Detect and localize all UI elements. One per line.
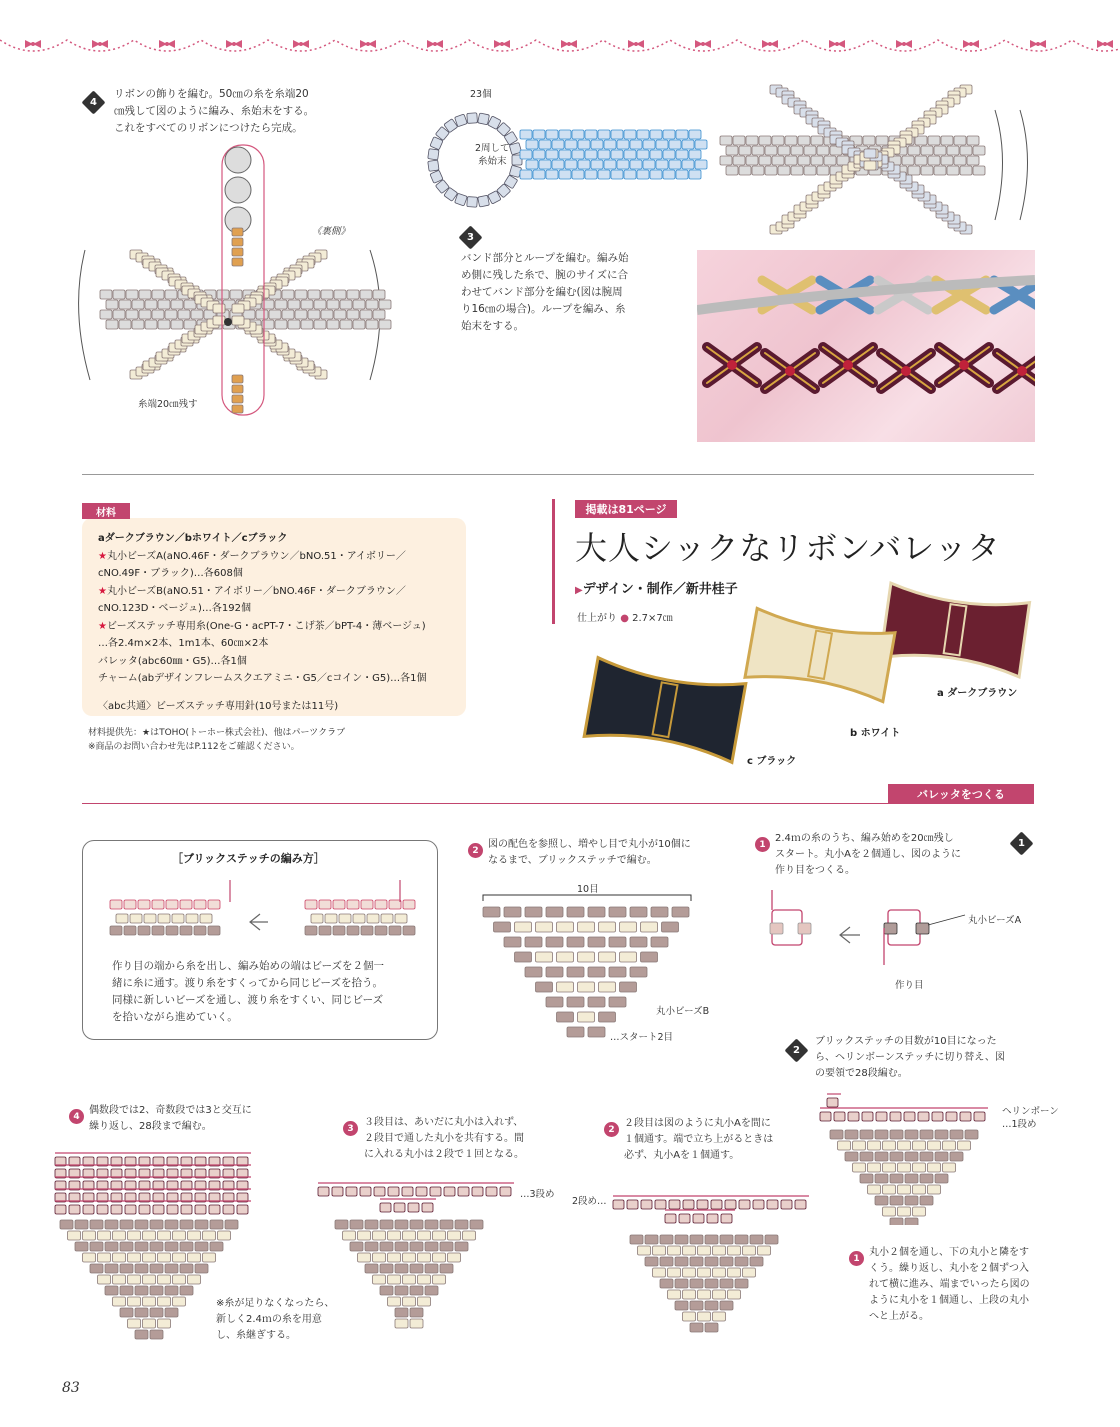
ribbon-back-diagram xyxy=(70,140,410,420)
herringbone-row1-diagram xyxy=(815,1090,1005,1225)
step-3-text: バンド部分とループを編む。編み始 め側に残した糸で、腕のサイズに合 わせてバンド部分を編む(図は腕周 り16㎝の場合)。ループを編み、糸 始末をする。 xyxy=(461,252,629,332)
step-2-badge: 2 xyxy=(468,843,483,858)
step-2b-4-badge: 4 xyxy=(69,1109,84,1124)
step-1-1-text: 2.4ｍの糸のうち、編み始めを20㎝残し スタート。丸小Aを２個通し、図のように 作り目をつくる。 xyxy=(775,833,961,876)
bracelet-photo xyxy=(697,250,1035,442)
count-label: 10目 xyxy=(577,884,599,895)
brick-stitch-text: 作り目の端から糸を出し、編み始めの端はビーズを２個一 緒に糸に通す。渡り糸をすくってから同じビーズを拾う。 同様に新しいビーズを通し、渡り糸をすくい、同じビーズ を拾いながら進めていく。 xyxy=(112,960,385,1023)
section-divider xyxy=(82,474,1034,475)
step-2b-text: ブリックステッチの目数が10目になった ら、ヘリンボーンステッチに切り替え、図 の要領で28段編む。 xyxy=(815,1036,1005,1079)
step-2b-2-text: ２段目は図のように丸小Aを間に １個通す。端で立ち上がるときは 必ず、丸小Aを１個通す。 xyxy=(624,1118,774,1161)
bunting-border xyxy=(0,0,1120,60)
triangle-diagram xyxy=(475,893,735,1053)
back-side-label: 《裏側》 xyxy=(312,226,351,237)
thread-end-label: 糸端20㎝残す xyxy=(138,399,198,410)
variant-label-b: b ホワイト xyxy=(850,728,901,739)
row-3-label: …3段め xyxy=(520,1189,555,1200)
step-1-big-badge: 1 xyxy=(1009,831,1033,855)
row-2-label: 2段め… xyxy=(572,1196,607,1207)
title-accent-bar xyxy=(552,499,555,624)
section-tag: バレッタをつくる xyxy=(888,784,1034,804)
barrette-photos xyxy=(580,575,1040,775)
step-1-1-badge: 1 xyxy=(755,837,770,852)
step-2b-1-badge: 1 xyxy=(849,1251,864,1266)
step-2-big-badge: 2 xyxy=(784,1038,808,1062)
step-2b-3-badge: 3 xyxy=(343,1121,358,1136)
materials-credits: 材料提供先：★はTOHO(トーホー株式会社)、他はパーツクラブ ※商品のお問い合わせ先はP.112をご確認ください。 xyxy=(88,728,346,752)
variant-label-a: a ダークブラウン xyxy=(937,688,1018,699)
finished-size: 仕上がり ● 2.7×7㎝ xyxy=(577,613,673,624)
step-2b-1-text: 丸小２個を通し、下の丸小と隣をす くう。繰り返し、丸小を２個ずつ入 れて横に進み、端までいったら図の ように丸小を１個通し、上段の丸小 へと上がる。 xyxy=(869,1247,1030,1322)
step-3-badge: 3 xyxy=(458,225,482,249)
step-2b-4-text: 偶数段では2、奇数段では3と交互に 繰り返し、28段まで編む。 xyxy=(89,1105,252,1132)
dot-icon: ● xyxy=(620,613,629,624)
start-label: 作り目 xyxy=(895,980,924,991)
bracelet-band-diagram xyxy=(420,80,1040,240)
loop-count-label: 23個 xyxy=(470,89,492,100)
step-4-text: リボンの飾りを編む。50㎝の糸を糸端20 ㎝残して図のように編み、糸始末をする。 これをすべてのリボンにつけたら完成。 xyxy=(114,88,315,134)
designer-credit: ▶デザイン・制作／新井桂子 xyxy=(575,582,738,597)
bead-b-label: 丸小ビーズB xyxy=(656,1006,710,1017)
step-2-text: 図の配色を参照し、増やし目で丸小が10個に なるまで、ブリックステッチで編む。 xyxy=(488,839,691,866)
herringbone-label: ヘリンボーン …1段め xyxy=(1002,1106,1059,1130)
page-number: 83 xyxy=(62,1380,80,1396)
step-2b-2-badge: 2 xyxy=(604,1122,619,1137)
bead-a-label: 丸小ビーズA xyxy=(968,915,1022,926)
start-2-label: …スタート2目 xyxy=(610,1032,674,1043)
step-2b-3-text: ３段目は、あいだに丸小は入れず、 ２段目で通した丸小を共有する。間 に入れる丸小は２段で１回となる。 xyxy=(364,1117,524,1160)
materials-list: aダークブラウン／bホワイト／cブラック ★丸小ビーズA(aNO.46F・ダークブラウン／bNO.51・アイボリー／ cNO.49F・ブラック)…各608個 ★丸小ビーズB(aNO.51・アイボリー／bNO.46F・ダークブラウン／ cNO.123D・ベージュ)…各192個 ★ビーズステッチ専用糸(One-G・acPT-7・こげ茶／bPT-4・薄ベージュ) …各2.4m×2本、1m1本、60㎝×2本 バレッタ(abc60㎜・G5)…各1個 チャーム(abデザインフレームスクエアミニ・G5／cコイン・G5)…各1個 〈abc共通〉ビーズステッチ専用針(10号または11号) xyxy=(98,533,427,712)
start-stitch-diagram xyxy=(760,885,970,970)
brick-stitch-title: ［ブリックステッチの編み方］ xyxy=(172,852,325,865)
brick-stitch-diagram xyxy=(100,872,430,952)
herringbone-row2-diagram xyxy=(605,1180,840,1345)
triangle-icon: ▶ xyxy=(575,585,583,596)
page-title: 大人シックなリボンバレッタ xyxy=(575,529,1001,567)
variant-label-c: c ブラック xyxy=(747,756,797,767)
loop-note: 2周して 糸始末 xyxy=(475,143,510,167)
step-4-badge: 4 xyxy=(81,90,105,114)
page-reference-tag: 掲載は81ページ xyxy=(575,500,677,518)
thread-note: ※糸が足りなくなったら、 新しく2.4ｍの糸を用意 し、糸継ぎする。 xyxy=(216,1298,335,1341)
materials-tag: 材料 xyxy=(82,503,130,519)
